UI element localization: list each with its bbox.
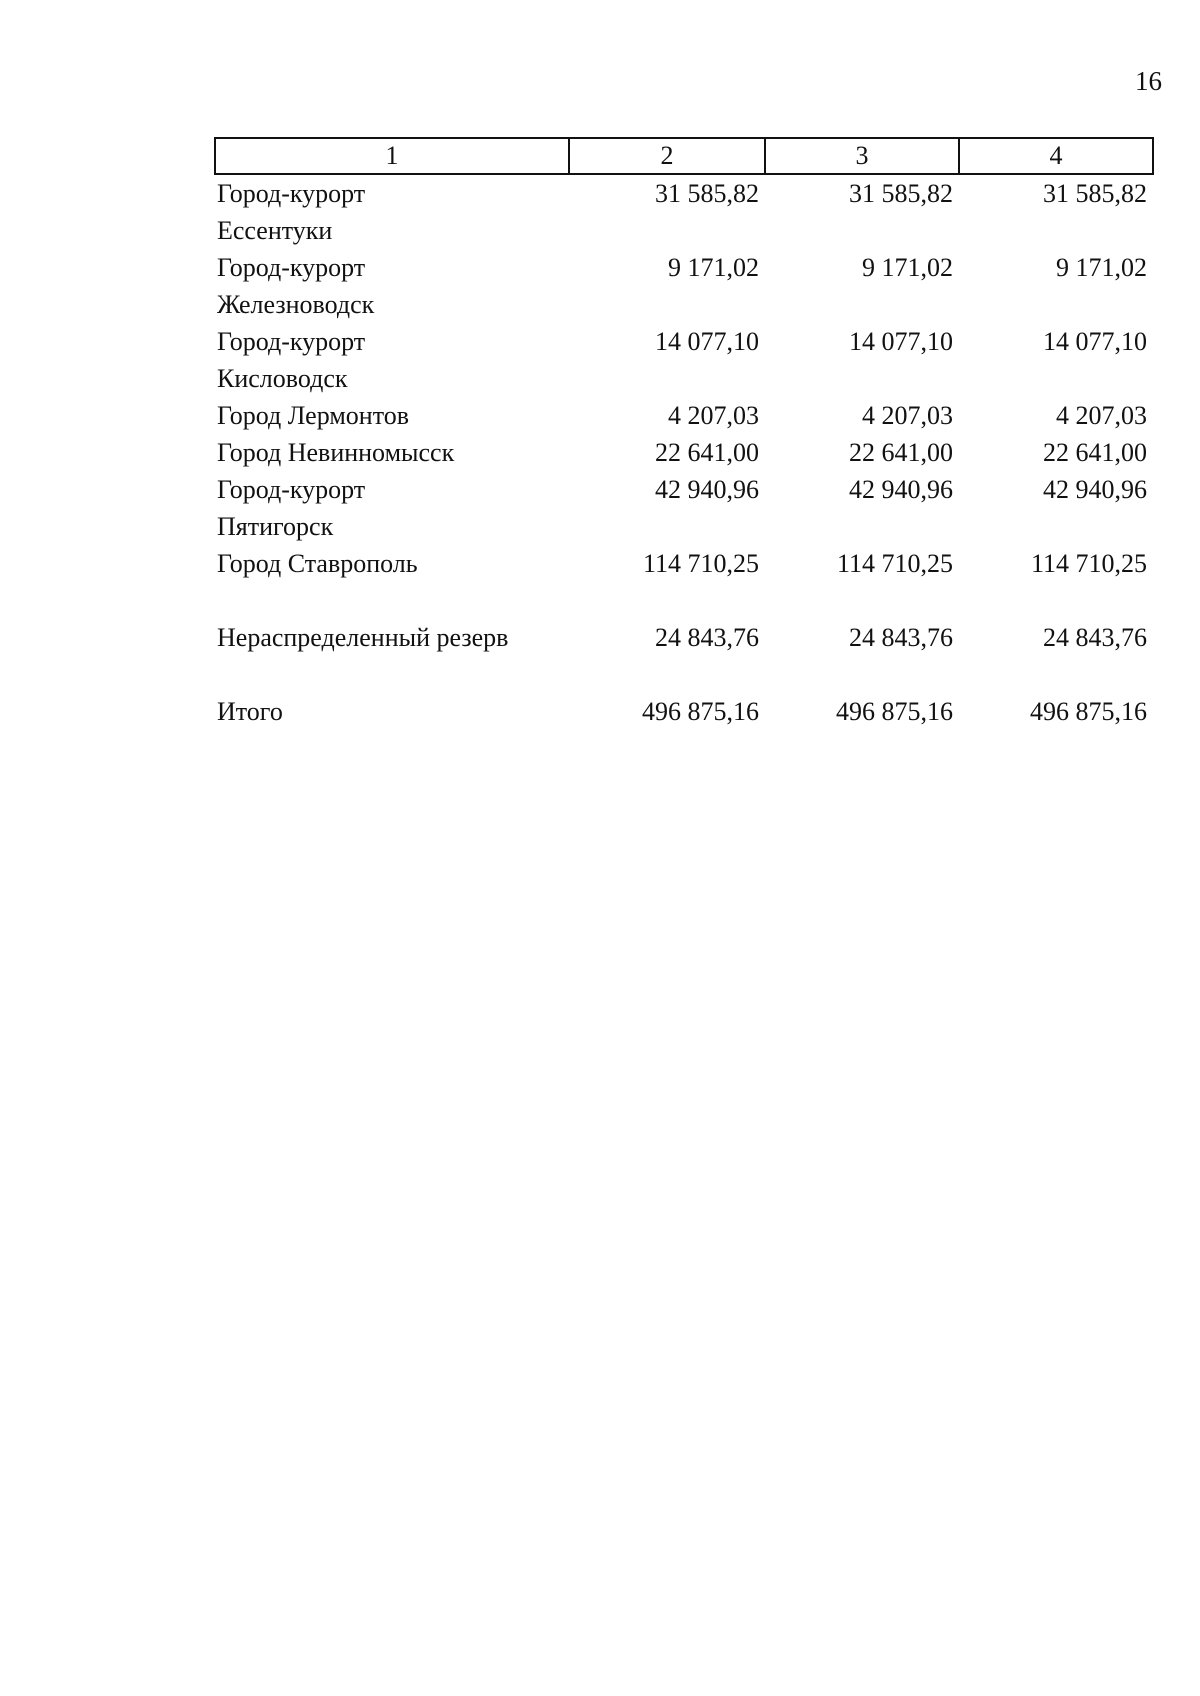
value-col-2: 24 843,76 [655,623,759,652]
value-col-4: 31 585,82 [1043,179,1147,208]
value-col-2: 496 875,16 [642,697,759,726]
value-col-4: 9 171,02 [1056,253,1147,282]
value-col-4: 114 710,25 [1030,549,1147,578]
row-name-line: Город-курорт [217,253,366,282]
allocation-table [214,137,1154,730]
value-col-4: 42 940,96 [1043,475,1147,504]
value-col-4: 4 207,03 [1056,401,1147,430]
value-col-2: 14 077,10 [655,327,759,356]
value-col-2: 42 940,96 [655,475,759,504]
row-name [215,471,569,545]
row-name-line: Кисловодск [217,364,348,393]
value-col-3: 496 875,16 [836,697,953,726]
row-name [215,323,569,397]
table-row-zheleznovodsk [215,249,1153,323]
column-header-2: 2 [569,138,765,174]
column-header-3: 3 [765,138,959,174]
value-col-3: 14 077,10 [849,327,953,356]
table-row-kislovodsk [215,323,1153,397]
table-header-row [215,138,1153,174]
row-name: Город Невинномысск [217,438,455,467]
value-col-2: 22 641,00 [655,438,759,467]
value-col-3: 42 940,96 [849,475,953,504]
column-header-4: 4 [959,138,1153,174]
table-row-lermontov [215,397,1153,434]
value-col-3: 31 585,82 [849,179,953,208]
page-number: 16 [1135,66,1162,96]
table-row-pyatigorsk [215,471,1153,545]
value-col-4: 24 843,76 [1043,623,1147,652]
value-col-2: 9 171,02 [668,253,759,282]
row-name-line: Город-курорт [217,179,366,208]
value-col-3: 9 171,02 [862,253,953,282]
row-name: Город Лермонтов [217,401,409,430]
row-name-line: Пятигорск [217,512,334,541]
table-row-total [215,656,1153,730]
value-col-4: 22 641,00 [1043,438,1147,467]
value-col-4: 14 077,10 [1043,327,1147,356]
value-col-2: 114 710,25 [642,549,759,578]
table-row-essentuki [215,174,1153,249]
table-row-unallocated-reserve [215,582,1153,656]
row-name [215,174,569,249]
value-col-3: 22 641,00 [849,438,953,467]
row-name-line: Ессентуки [217,216,333,245]
value-col-2: 4 207,03 [668,401,759,430]
value-col-4: 496 875,16 [1030,697,1147,726]
row-name: Город Ставрополь [217,549,418,578]
value-col-3: 24 843,76 [849,623,953,652]
table-row-stavropol [215,545,1153,582]
value-col-3: 114 710,25 [836,549,953,578]
table-row-nevinnomyssk [215,434,1153,471]
value-col-2: 31 585,82 [655,179,759,208]
row-name: Нераспределенный резерв [217,623,509,652]
row-name-line: Железноводск [217,290,375,319]
value-col-3: 4 207,03 [862,401,953,430]
row-name-line: Город-курорт [217,327,366,356]
column-header-1: 1 [215,138,569,174]
row-name [215,249,569,323]
row-name-line: Город-курорт [217,475,366,504]
row-name: Итого [217,697,283,726]
